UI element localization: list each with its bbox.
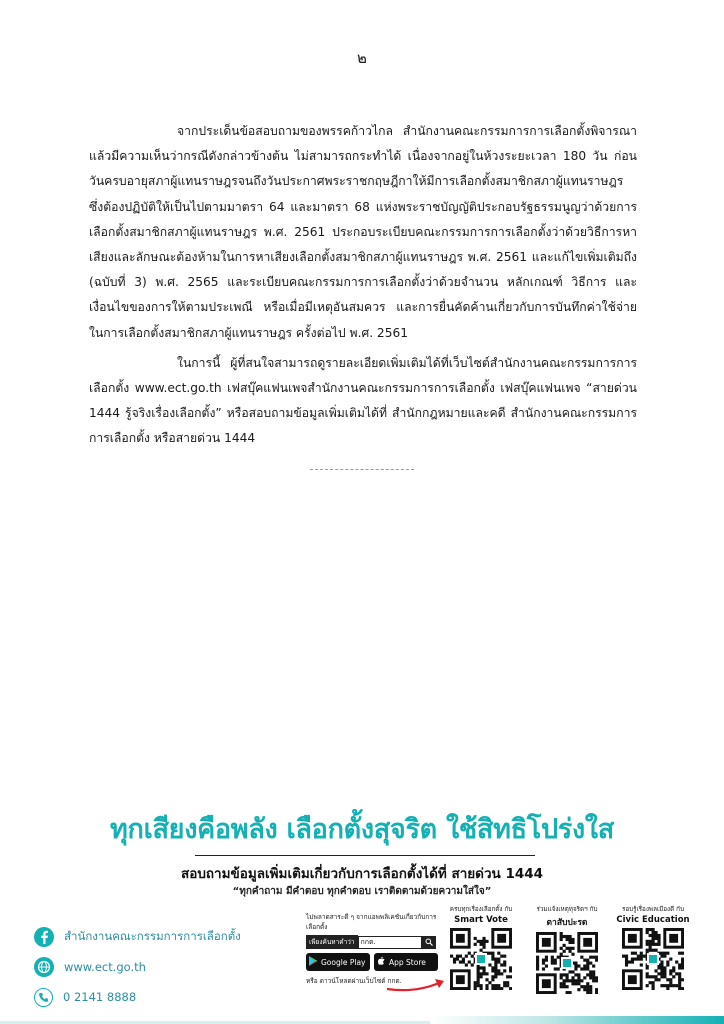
red-arrow-icon	[385, 977, 447, 993]
qr-civic-education	[614, 906, 692, 990]
qr-code-icon[interactable]	[450, 928, 512, 990]
app-download-block	[306, 912, 446, 986]
search-icon	[422, 936, 436, 949]
qr-title: Smart Vote	[454, 915, 508, 925]
google-play-label: Google Play	[321, 957, 366, 967]
section-divider	[310, 469, 414, 470]
contact-facebook-label: สำนักงานคณะกรรมการการเลือกตั้ง	[64, 929, 241, 943]
phone-icon	[34, 988, 53, 1007]
qr-caption: รอบรู้เรื่องพลเมืองดี กับ	[621, 906, 684, 913]
qr-ta-sapparot	[528, 906, 606, 994]
facebook-icon	[34, 927, 54, 947]
body-paragraph: ในการนี้ ผู้ที่สนใจสามารถดูรายละเอียดเพิ่มเติมได้ที่เว็บไซต์สำนักงานคณะกรรมการการเลือกตั้ง www.ect.go.th เฟสบุ๊คแฟนเพจสำนักงานคณะกรรมการการเลือกตั้ง เฟสบุ๊คแฟนเพจ “สายด่วน 1444 รู้จริงเรื่องเลือกตั้ง” หรือสอบถามข้อมูลเพิ่มเติมได้ที่ สำนักกฎหมายและคดี สำนักงานคณะกรรมการการเลือกตั้ง หรือสายด่วน 1444	[89, 355, 637, 446]
body-paragraph: จากประเด็นข้อสอบถามของพรรคก้าวไกล สำนักงานคณะกรรมการการเลือกตั้งพิจารณาแล้วมีความเห็นว่ากรณีดังกล่าวข้างต้น ไม่สามารถกระทำได้ เนื่องจากอยู่ในห้วงระยะเวลา 180 วัน ก่อนวันครบอายุสภาผู้แทนราษฎรจนถึงวันประกาศพระราชกฤษฎีกาให้มีการเลือกตั้งสมาชิกสภาผู้แทนราษฎรซึ่งต้องปฏิบัติให้เป็นไปตามมาตรา 64 และมาตรา 68 แห่งพระราชบัญญัติประกอบรัฐธรรมนูญว่าด้วยการเลือกตั้งสมาชิกสภาผู้แทนราษฎร พ.ศ. 2561 ประกอบระเบียบคณะกรรมการการเลือกตั้งว่าด้วยวิธีการหาเสียงและลักษณะต้องห้ามในการหาเสียงเลือกตั้งสมาชิกสภาผู้แทนราษฎร พ.ศ. 2561 และแก้ไขเพิ่มเติมถึง (ฉบับที่ 3) พ.ศ. 2565 และระเบียบคณะกรรมการการเลือกตั้งว่าด้วยจำนวน หลักเกณฑ์ วิธีการ และเงื่อนไขของการให้ตามประเพณี หรือเมื่อมีเหตุอันสมควร และการยื่นคัดค้านเกี่ยวกับการบันทึกค่าใช้จ่าย ในการเลือกตั้งสมาชิกสภาผู้แทนราษฎร ครั้งต่อไป พ.ศ. 2561	[89, 124, 637, 340]
app-store-badge[interactable]	[374, 953, 438, 971]
contact-website-label: www.ect.go.th	[64, 960, 146, 974]
contact-facebook[interactable]	[34, 926, 241, 948]
globe-icon	[34, 957, 54, 977]
qr-caption: ครบทุกเรื่องเลือกตั้ง กับ	[449, 906, 513, 913]
hotline-rule	[195, 855, 535, 856]
motto-text: “ทุกคำถาม มีคำตอบ ทุกคำตอบ เราติดตามด้วยความใส่ใจ”	[232, 886, 492, 897]
download-note: หรือ ดาวน์โหลดผ่านเว็บไซต์ กกต.	[306, 977, 402, 985]
qr-title: ตาสับปะรด	[546, 918, 588, 928]
app-search-label: เพียงค้นหาคำว่า	[306, 935, 358, 949]
contact-phone-label: 0 2141 8888	[63, 990, 137, 1004]
app-search-value: กกต.	[358, 936, 422, 949]
contact-list	[34, 926, 241, 1016]
qr-code-icon[interactable]	[622, 928, 684, 990]
app-store-label: App Store	[389, 957, 426, 967]
letter-body	[89, 119, 637, 452]
campaign-slogan: ทุกเสียงคือพลัง เลือกตั้งสุจริต ใช้สิทธิโปร่งใส	[110, 814, 614, 845]
footer-stripe	[430, 1016, 724, 1024]
app-search-bar	[306, 935, 446, 949]
qr-smart-vote	[442, 906, 520, 990]
qr-title: Civic Education	[616, 915, 690, 925]
qr-code-icon[interactable]	[536, 932, 598, 994]
google-play-badge[interactable]	[306, 953, 370, 971]
contact-phone[interactable]	[34, 986, 241, 1008]
contact-website[interactable]	[34, 956, 241, 978]
page-number: ๒	[357, 49, 367, 67]
app-caption: ไม่พลาดสาระดี ๆ จากแอพพลิเคชันเกี่ยวกับการเลือกตั้ง	[306, 913, 437, 931]
qr-caption: ร่วมแจ้งเหตุทุจริตฯ กับ	[536, 906, 598, 913]
apple-icon	[377, 956, 386, 969]
google-play-icon	[309, 956, 318, 969]
hotline-text: สอบถามข้อมูลเพิ่มเติมเกี่ยวกับการเลือกตั้งได้ที่ สายด่วน 1444	[180, 866, 544, 882]
